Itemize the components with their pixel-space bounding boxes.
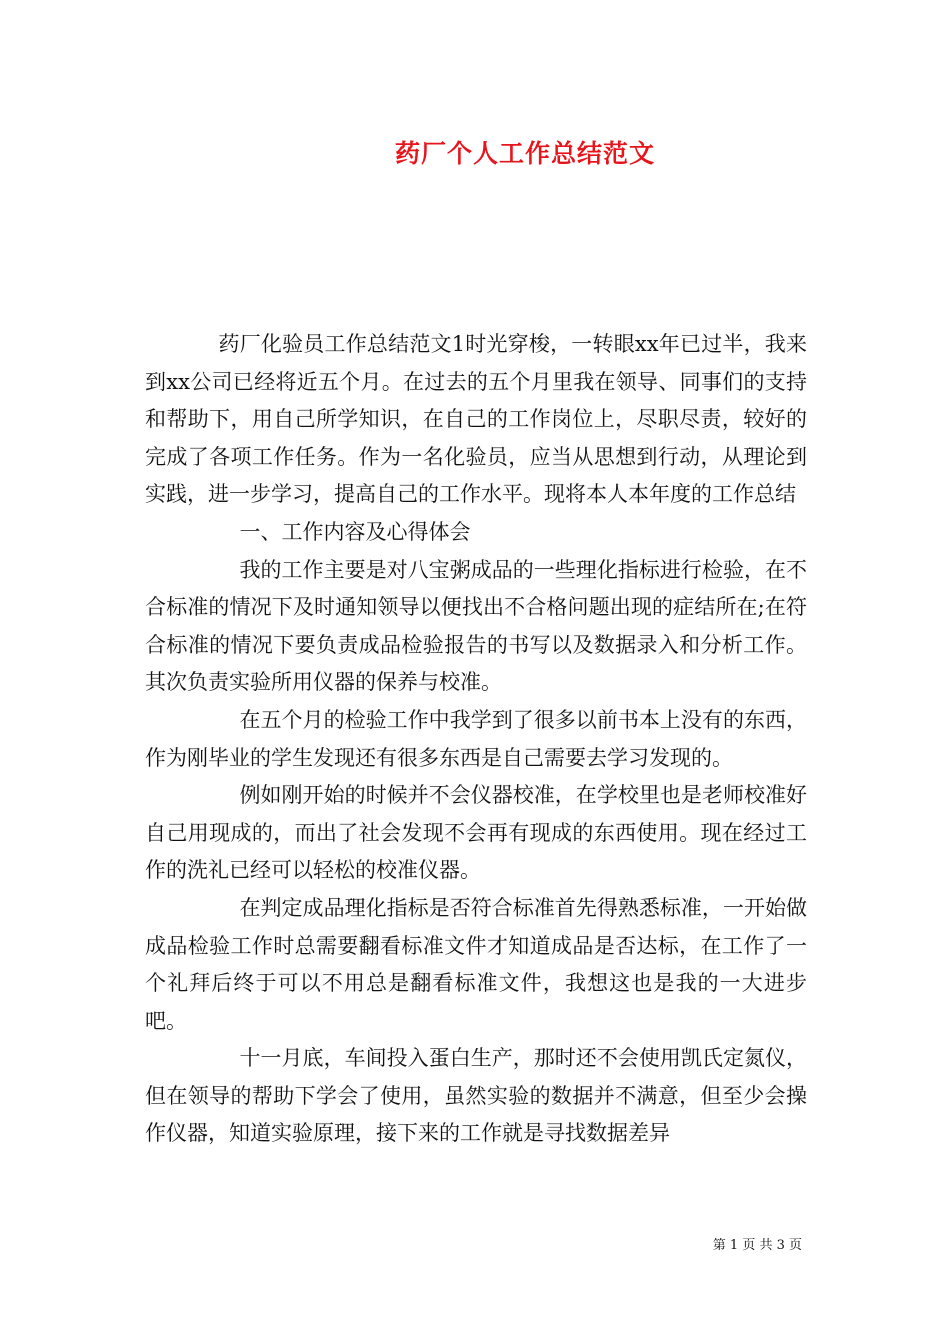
document-body: [145, 326, 807, 1153]
paragraph-protein: 十一月底，车间投入蛋白生产，那时还不会使用凯氏定氮仪，但在领导的帮助下学会了使用，虽然实验的数据并不满意，但至少会操作仪器，知道实验原理，接下来的工作就是寻找数据差异: [145, 1046, 807, 1146]
paragraph-learning: 在五个月的检验工作中我学到了很多以前书本上没有的东西，作为刚毕业的学生发现还有很多东西是自己需要去学习发现的。: [145, 707, 807, 770]
document-title: 药厂个人工作总结范文: [394, 139, 655, 168]
section-heading: 一、工作内容及心得体会: [239, 519, 471, 544]
paragraph-calibration: 例如刚开始的时候并不会仪器校准，在学校里也是老师校准好自己用现成的，而出了社会发现不会再有现成的东西使用。现在经过工作的洗礼已经可以轻松的校准仪器。: [145, 783, 807, 883]
paragraph-standards: 在判定成品理化指标是否符合标准首先得熟悉标准，一开始做成品检验工作时总需要翻看标准文件才知道成品是否达标，在工作了一个礼拜后终于可以不用总是翻看标准文件，我想这也是我的一大进步吧。: [145, 895, 807, 1033]
paragraph-intro: 药厂化验员工作总结范文1时光穿梭，一转眼xx年已过半，我来到xx公司已经将近五个月。在过去的五个月里我在领导、同事们的支持和帮助下，用自己所学知识，在自己的工作岗位上，尽职尽责，较好的完成了各项工作任务。作为一名化验员，应当从思想到行动，从理论到实践，进一步学习，提高自己的工作水平。现将本人本年度的工作总结: [145, 332, 807, 507]
paragraph-work-content: 我的工作主要是对八宝粥成品的一些理化指标进行检验，在不合标准的情况下及时通知领导以便找出不合格问题出现的症结所在;在符合标准的情况下要负责成品检验报告的书写以及数据录入和分析工作。其次负责实验所用仪器的保养与校准。: [145, 557, 807, 695]
page-number-footer: 第 1 页 共 3 页: [712, 1238, 802, 1253]
